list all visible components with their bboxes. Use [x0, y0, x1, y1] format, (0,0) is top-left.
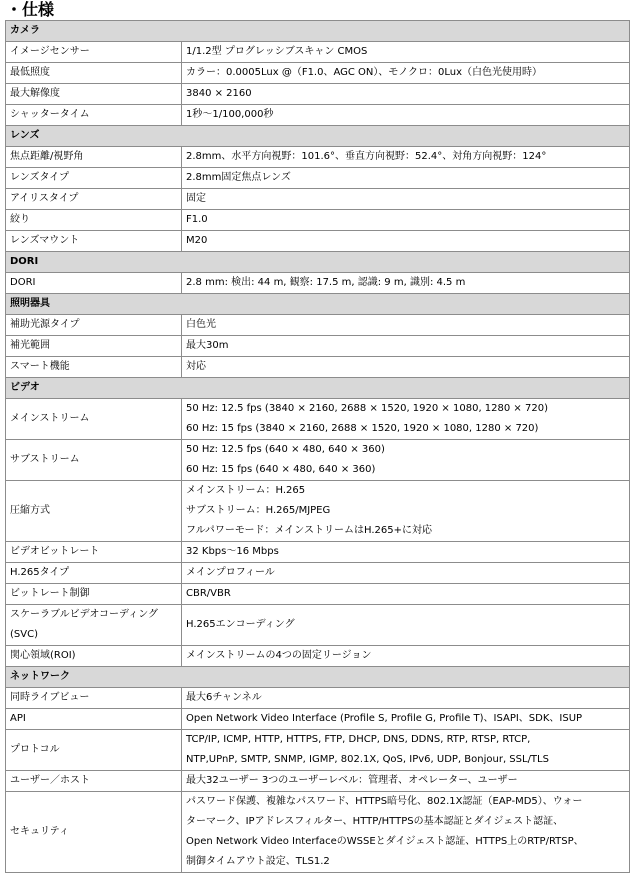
spec-value — [182, 709, 630, 730]
spec-value-line: 60 Hz: 15 fps (640 × 480, 640 × 360) — [186, 464, 376, 475]
spec-value — [182, 42, 630, 63]
spec-value-line: 2.8 mm: 検出: 44 m, 観察: 17.5 m, 認識: 9 m, 識別: 4.5 m — [186, 277, 466, 288]
spec-label: スマート機能 — [6, 357, 182, 378]
spec-value-line: H.265エンコーディング — [186, 619, 295, 630]
spec-row — [6, 210, 630, 231]
spec-value — [182, 481, 630, 542]
spec-label: H.265タイプ — [6, 563, 182, 584]
spec-row — [6, 168, 630, 189]
spec-label: 最大解像度 — [6, 84, 182, 105]
spec-value-line: 50 Hz: 12.5 fps (640 × 480, 640 × 360) — [186, 444, 385, 455]
spec-value-line: 2.8mm、水平方向視野：101.6°、垂直方向視野：52.4°、対角方向視野：124° — [186, 151, 547, 162]
spec-label: シャッタータイム — [6, 105, 182, 126]
section-title: レンズ — [6, 126, 630, 147]
section-header — [6, 378, 630, 399]
spec-label: ビデオビットレート — [6, 542, 182, 563]
spec-value — [182, 147, 630, 168]
spec-value-line: M20 — [186, 235, 208, 246]
spec-value — [182, 792, 630, 873]
spec-row — [6, 481, 630, 542]
spec-label: セキュリティ — [6, 792, 182, 873]
spec-label: 圧縮方式 — [6, 481, 182, 542]
spec-value — [182, 336, 630, 357]
spec-value-line: 50 Hz: 12.5 fps (3840 × 2160, 2688 × 1520, 1920 × 1080, 1280 × 720) — [186, 403, 548, 414]
spec-value-line: Open Network Video Interface (Profile S, Profile G, Profile T)、ISAPI、SDK、ISUP — [186, 713, 583, 724]
spec-value — [182, 399, 630, 440]
spec-value — [182, 210, 630, 231]
spec-value-line: TCP/IP, ICMP, HTTP, HTTPS, FTP, DHCP, DNS, DDNS, RTP, RTSP, RTCP, — [186, 734, 531, 745]
spec-label: イメージセンサー — [6, 42, 182, 63]
spec-label: スケーラブルビデオコーディング(SVC) — [6, 605, 182, 646]
spec-value — [182, 357, 630, 378]
spec-value — [182, 605, 630, 646]
spec-label: 最低照度 — [6, 63, 182, 84]
spec-row — [6, 605, 630, 646]
spec-value-line: CBR/VBR — [186, 588, 231, 599]
spec-value — [182, 168, 630, 189]
spec-value — [182, 688, 630, 709]
spec-value-line: 最大30m — [186, 340, 229, 351]
spec-value-line: 最大6チャンネル — [186, 692, 262, 703]
spec-value-line: F1.0 — [186, 214, 208, 225]
spec-row — [6, 84, 630, 105]
section-title: ビデオ — [6, 378, 630, 399]
spec-value-line: 1/1.2型 プログレッシブスキャン CMOS — [186, 46, 368, 57]
spec-label: メインストリーム — [6, 399, 182, 440]
spec-label: 焦点距離/視野角 — [6, 147, 182, 168]
spec-value-line: NTP,UPnP, SMTP, SNMP, IGMP, 802.1X, QoS, IPv6, UDP, Bonjour, SSL/TLS — [186, 754, 549, 765]
spec-value-line: 3840 × 2160 — [186, 88, 252, 99]
spec-row — [6, 792, 630, 873]
spec-value — [182, 542, 630, 563]
spec-row — [6, 231, 630, 252]
spec-value — [182, 315, 630, 336]
spec-row — [6, 563, 630, 584]
spec-label: プロトコル — [6, 730, 182, 771]
spec-value-line: 最大32ユーザー 3つのユーザーレベル：管理者、オペレーター、ユーザー — [186, 775, 518, 786]
spec-label: 補助光源タイプ — [6, 315, 182, 336]
spec-value-line: ターマーク、IPアドレスフィルター、HTTP/HTTPSの基本認証とダイジェスト認証、 — [186, 816, 564, 827]
spec-row — [6, 189, 630, 210]
spec-value-line: メインストリームの4つの固定リージョン — [186, 650, 372, 661]
spec-value-line: 制御タイムアウト設定、TLS1.2 — [186, 856, 330, 867]
spec-row — [6, 584, 630, 605]
section-title: DORI — [6, 252, 630, 273]
spec-row — [6, 273, 630, 294]
spec-value — [182, 646, 630, 667]
spec-label: API — [6, 709, 182, 730]
spec-row — [6, 315, 630, 336]
section-header — [6, 667, 630, 688]
spec-value-line: カラー：0.0005Lux @（F1.0、AGC ON）、モノクロ：0Lux（白色光使用時） — [186, 67, 543, 78]
spec-row — [6, 709, 630, 730]
spec-row — [6, 105, 630, 126]
spec-value-line: フルパワーモード：メインストリームはH.265+に対応 — [186, 525, 432, 536]
spec-row — [6, 440, 630, 481]
spec-value — [182, 105, 630, 126]
spec-row — [6, 63, 630, 84]
spec-value-line: 対応 — [186, 361, 206, 372]
spec-row — [6, 542, 630, 563]
spec-row — [6, 42, 630, 63]
spec-label: 絞り — [6, 210, 182, 231]
spec-row — [6, 646, 630, 667]
spec-table — [5, 20, 630, 873]
spec-label: 同時ライブビュー — [6, 688, 182, 709]
spec-value — [182, 440, 630, 481]
spec-value-line: メインストリーム：H.265 — [186, 485, 306, 496]
spec-label: ユーザー／ホスト — [6, 771, 182, 792]
spec-label: 補光範囲 — [6, 336, 182, 357]
section-header — [6, 126, 630, 147]
spec-value — [182, 563, 630, 584]
section-header — [6, 294, 630, 315]
spec-row — [6, 147, 630, 168]
spec-value — [182, 84, 630, 105]
page-title: ・仕様 — [6, 0, 55, 19]
spec-value-line: 1秒～1/100,000秒 — [186, 109, 274, 120]
spec-value — [182, 189, 630, 210]
spec-value — [182, 63, 630, 84]
section-title: 照明器具 — [6, 294, 630, 315]
section-title: カメラ — [6, 21, 630, 42]
spec-row — [6, 399, 630, 440]
spec-value-line: 60 Hz: 15 fps (3840 × 2160, 2688 × 1520, 1920 × 1080, 1280 × 720) — [186, 423, 539, 434]
section-header — [6, 21, 630, 42]
spec-label: 関心領域(ROI) — [6, 646, 182, 667]
spec-row — [6, 730, 630, 771]
spec-row — [6, 688, 630, 709]
spec-row — [6, 771, 630, 792]
spec-value-line: 32 Kbps～16 Mbps — [186, 546, 279, 557]
spec-value-line: 固定 — [186, 193, 206, 204]
spec-label: サブストリーム — [6, 440, 182, 481]
spec-label: レンズマウント — [6, 231, 182, 252]
spec-value — [182, 231, 630, 252]
spec-label: アイリスタイプ — [6, 189, 182, 210]
spec-label: レンズタイプ — [6, 168, 182, 189]
spec-label: ビットレート制御 — [6, 584, 182, 605]
spec-label: DORI — [6, 273, 182, 294]
spec-value-line: サブストリーム：H.265/MJPEG — [186, 505, 331, 516]
spec-value — [182, 730, 630, 771]
spec-value — [182, 771, 630, 792]
spec-row — [6, 336, 630, 357]
section-header — [6, 252, 630, 273]
spec-value — [182, 584, 630, 605]
spec-value — [182, 273, 630, 294]
section-title: ネットワーク — [6, 667, 630, 688]
spec-value-line: 白色光 — [186, 319, 216, 330]
spec-row — [6, 357, 630, 378]
spec-value-line: Open Network Video InterfaceのWSSEとダイジェスト認証、HTTPS上のRTP/RTSP、 — [186, 836, 584, 847]
spec-value-line: 2.8mm固定焦点レンズ — [186, 172, 291, 183]
spec-value-line: パスワード保護、複雑なパスワード、HTTPS暗号化、802.1X認証（EAP-MD5）、ウォー — [186, 796, 583, 807]
spec-value-line: メインプロフィール — [186, 567, 275, 578]
